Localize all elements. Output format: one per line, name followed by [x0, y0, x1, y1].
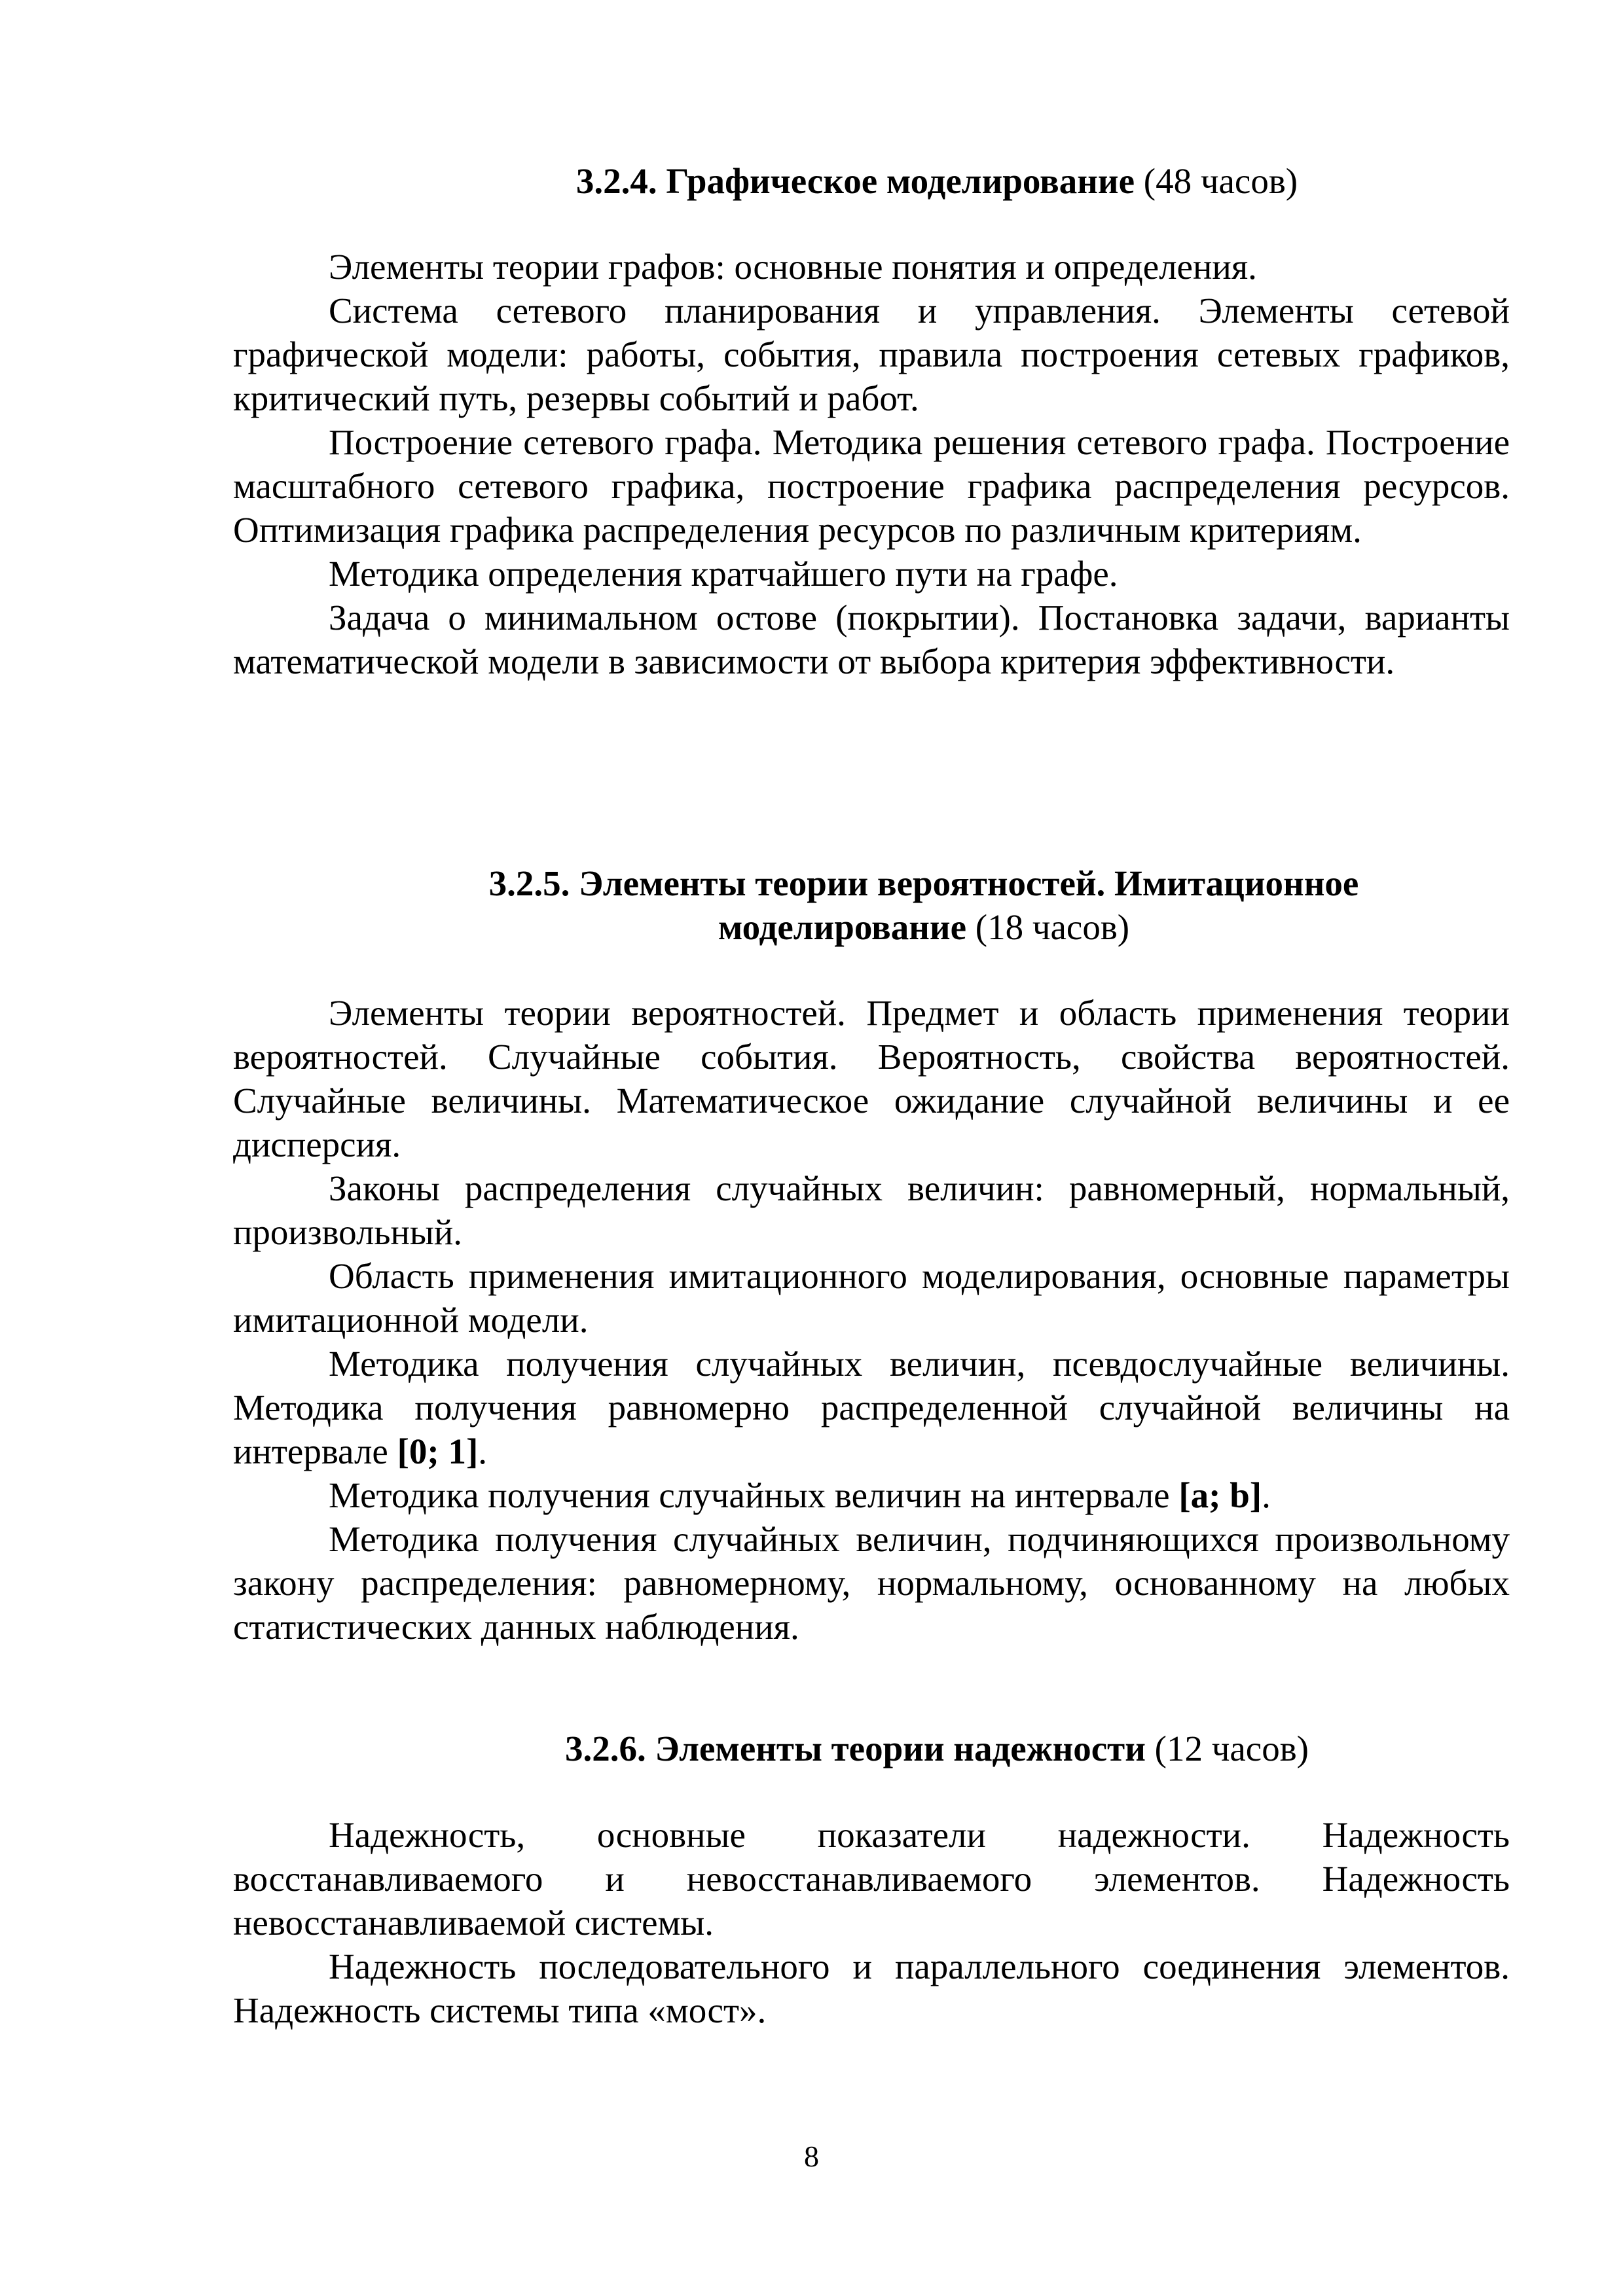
- interval-notation: [a; b]: [1178, 1475, 1262, 1515]
- section-title: Элементы теории вероятностей. Имитационное: [579, 863, 1359, 903]
- section-number: 3.2.4.: [575, 161, 657, 201]
- section-body-3-2-4: [233, 245, 1510, 683]
- paragraph: Область применения имитационного моделирования, основные параметры имитационной модели.: [233, 1256, 1510, 1340]
- section-heading-3-2-5: [233, 861, 1510, 949]
- paragraph: Построение сетевого графа. Методика решения сетевого графа. Построение масштабного сетевого графика, построение графика распределения ресурсов. Оптимизация графика распределения ресурсов по различным критериям.: [233, 422, 1510, 550]
- section-number: 3.2.6.: [565, 1729, 646, 1768]
- section-heading-3-2-6: [233, 1727, 1510, 1770]
- paragraph: Элементы теории вероятностей. Предмет и область применения теории вероятностей. Случайные события. Вероятность, свойства вероятностей. Случайные величины. Математическое ожидание случайной величины и ее дисперсия.: [233, 993, 1510, 1164]
- section-hours: (48 часов): [1143, 161, 1298, 201]
- section-body-3-2-5: [233, 991, 1510, 1649]
- section-body-3-2-6: [233, 1813, 1510, 2032]
- section-number: 3.2.5.: [488, 863, 570, 903]
- section-title: Элементы теории надежности: [655, 1729, 1146, 1768]
- paragraph: Элементы теории графов: основные понятия и определения.: [329, 247, 1257, 287]
- paragraph: Методика определения кратчайшего пути на графе.: [329, 554, 1118, 594]
- paragraph: Система сетевого планирования и управления. Элементы сетевой графической модели: работы, события, правила построения сетевых графиков, критический путь, резервы событий и работ.: [233, 291, 1510, 418]
- paragraph-end: .: [1262, 1475, 1271, 1515]
- section-heading-3-2-4: [233, 159, 1510, 203]
- section-hours: (12 часов): [1154, 1729, 1309, 1768]
- paragraph: Надежность последовательного и параллельного соединения элементов. Надежность системы типа «мост».: [233, 1946, 1510, 2030]
- paragraph-text: Методика получения случайных величин, псевдослучайные величины. Методика получения равномерно распределенной случайной величины на интервале: [233, 1344, 1510, 1471]
- section-hours: (18 часов): [975, 907, 1130, 947]
- paragraph-text: Методика получения случайных величин на интервале: [329, 1475, 1179, 1515]
- paragraph: Надежность, основные показатели надежности. Надежность восстанавливаемого и невосстанавливаемого элементов. Надежность невосстанавливаемой системы.: [233, 1815, 1510, 1943]
- paragraph: Задача о минимальном остове (покрытии). Постановка задачи, варианты математической модели в зависимости от выбора критерия эффективности.: [233, 598, 1510, 681]
- paragraph-end: .: [478, 1431, 488, 1471]
- paragraph: Методика получения случайных величин, подчиняющихся произвольному закону распределения: равномерному, нормальному, основанному на любых статистических данных наблюдения.: [233, 1519, 1510, 1647]
- section-title: Графическое моделирование: [666, 161, 1135, 201]
- page-number: 8: [804, 2140, 819, 2173]
- interval-notation: [0; 1]: [397, 1431, 479, 1471]
- paragraph: [233, 1473, 1510, 1517]
- paragraph: Законы распределения случайных величин: равномерный, нормальный, произвольный.: [233, 1168, 1510, 1252]
- paragraph: [233, 1342, 1510, 1473]
- section-title-cont: моделирование: [718, 907, 967, 947]
